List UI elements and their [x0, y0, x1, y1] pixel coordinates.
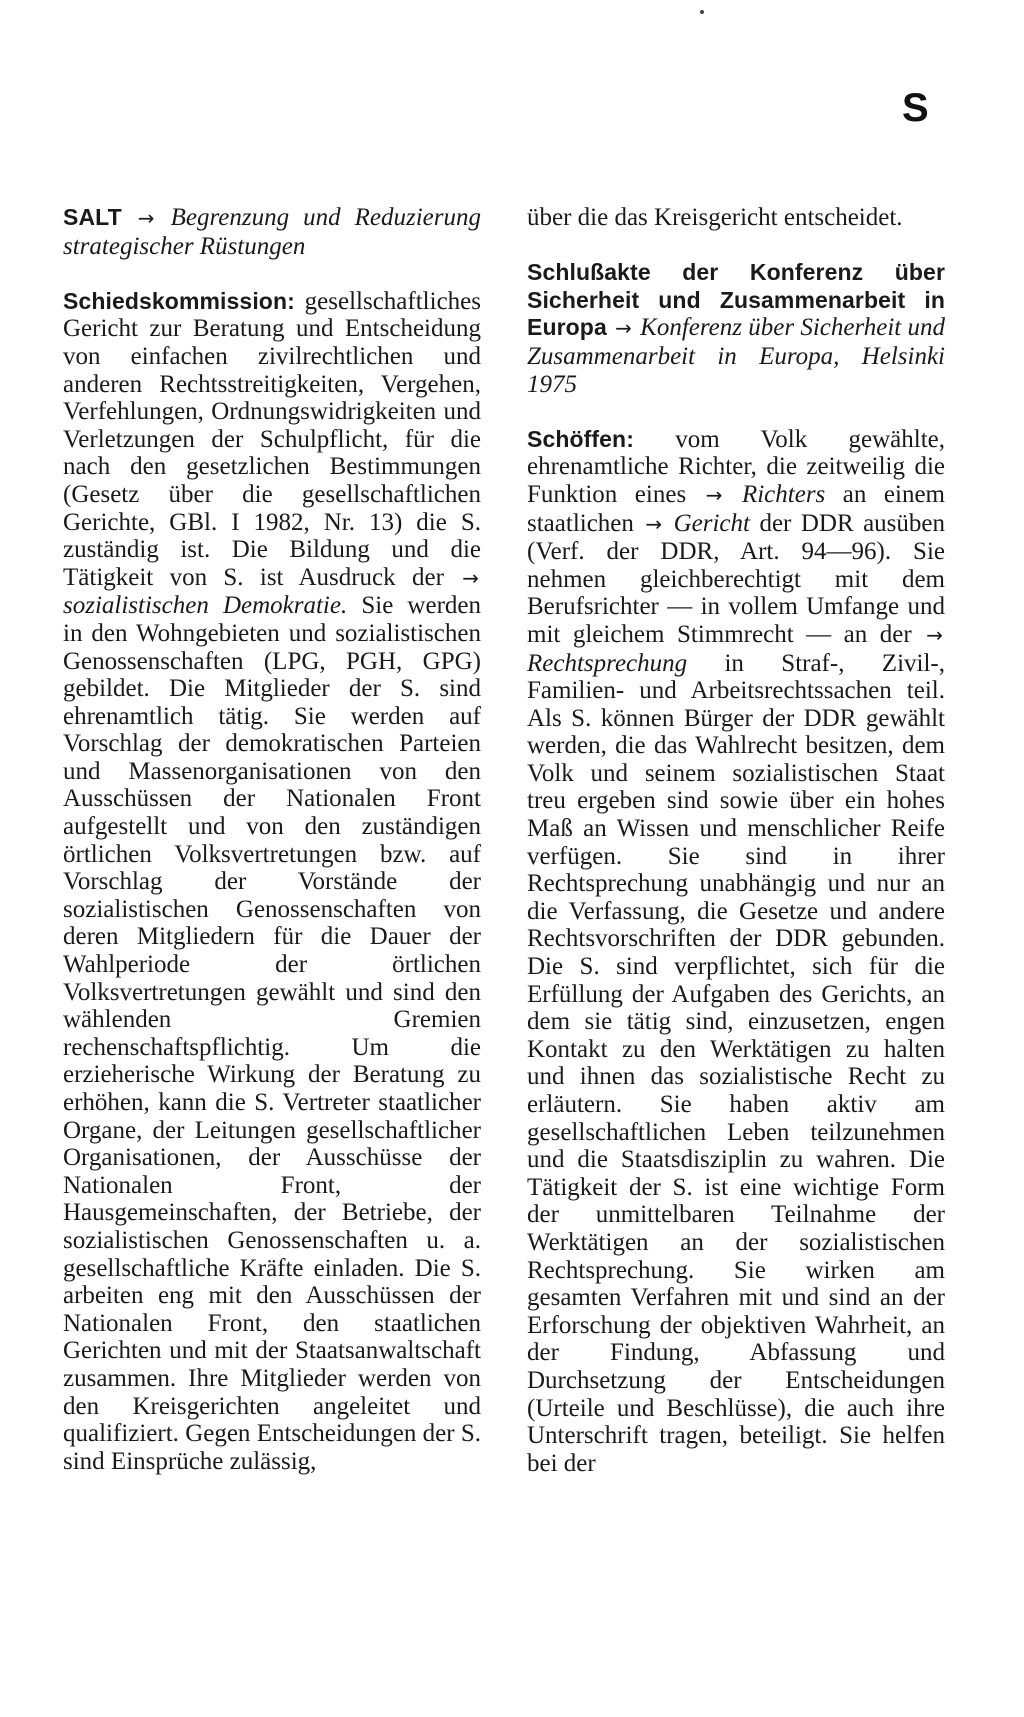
- term-salt: SALT: [63, 204, 122, 230]
- entry-schoeffen: [527, 426, 945, 1478]
- arrow-icon: →: [137, 206, 155, 230]
- cross-reference[interactable]: Konferenz über Sicherheit und Zusammenarbeit in Europa, Helsinki 1975: [527, 314, 945, 398]
- arrow-icon: →: [926, 622, 943, 647]
- arrow-icon: →: [645, 511, 663, 536]
- arrow-icon: →: [615, 316, 632, 341]
- cross-reference[interactable]: Rechtsprechung: [527, 649, 688, 677]
- definition-text: Sie werden in den Wohngebieten und sozialistischen Genossenschaften (LPG, PGH, GPG) gebildet. Die Mitglieder der S. sind ehrenamtlich tätig. Sie werden auf Vorschlag der demokratischen Parteien und Massenorganisationen von den Ausschüssen der Nationalen Front aufgestellt und von den zuständigen örtlichen Volksvertretungen bzw. auf Vorschlag der Vorstände der sozialistischen Genossenschaften von deren Mitgliedern für die Dauer der Wahlperiode der örtlichen Volksvertretungen gewählt und sind den wählenden Gremien rechenschaftspflichtig. Um die erzieherische Wirkung der Beratung zu erhöhen, kann die S. Vertreter staatlicher Organe, der Leitungen gesellschaftlicher Organisationen, der Ausschüsse der Nationalen Front, der Hausgemeinschaften, der Betriebe, der sozialistischen Genossenschaften u. a. gesellschaftliche Kräfte einladen. Die S. arbeiten eng mit den Ausschüssen der Nationalen Front, den staatlichen Gerichten und mit der Staatsanwaltschaft zusammen. Ihre Mitglieder werden von den Kreisgerichten angeleitet und qualifiziert. Gegen Entscheidungen der S. sind Einsprüche zulässig,: [63, 592, 481, 1475]
- term-schlussakte: Schlußakte der Konferenz über Sicherheit und Zusammenarbeit in Europa: [527, 259, 945, 341]
- arrow-icon: →: [462, 565, 479, 590]
- definition-text: über die das Kreisgericht entscheidet.: [527, 204, 903, 231]
- cross-reference[interactable]: sozialistischen Demokratie.: [63, 592, 348, 620]
- cross-reference[interactable]: Begrenzung und Reduzierung strategischer Rüstungen: [63, 204, 481, 260]
- entry-continuation: [527, 204, 945, 232]
- arrow-icon: →: [705, 482, 723, 507]
- term-schiedskommission: Schiedskommission:: [63, 287, 295, 314]
- entry-salt: [63, 204, 481, 260]
- term-schoeffen: Schöffen:: [527, 425, 634, 452]
- scan-speck: [700, 10, 704, 14]
- entry-schlussakte: [527, 259, 945, 398]
- definition-text: in Straf-, Zivil-, Familien- und Arbeitsrechtssachen teil. Als S. können Bürger der DDR gewählt werden, die das Wahlrecht besitzen, dem Volk und seinem sozialistischen Staat treu ergeben sind sowie über ein hohes Maß an Wissen und menschlicher Reife verfügen. Sie sind in ihrer Rechtsprechung unabhängig und nur an die Verfassung, die Gesetze und andere Rechtsvorschriften der DDR gebunden. Die S. sind verpflichtet, sich für die Erfüllung der Aufgaben des Gerichts, an dem sie tätig sind, einzusetzen, engen Kontakt zu den Werktätigen zu halten und ihnen das sozialistische Recht zu erläutern. Sie haben aktiv am gesellschaftlichen Leben teilzunehmen und die Staatsdisziplin zu wahren. Die Tätigkeit der S. ist eine wichtige Form der unmittelbaren Teilnahme der Werktätigen an der sozialistischen Rechtsprechung. Sie wirken am gesamten Verfahren mit und sind an der Erforschung der objektiven Wahrheit, an der Findung, Abfassung und Durchsetzung der Entscheidungen (Urteile und Beschlüsse), die auch ihre Unterschrift tragen, beteiligt. Sie helfen bei der: [527, 649, 945, 1477]
- entry-schiedskommission: [63, 288, 481, 1476]
- right-column: [527, 204, 945, 1477]
- definition-text: der DDR ausüben (Verf. der DDR, Art. 94—96). Sie nehmen gleichberechtigt mit dem Berufsrichter — in vollem Umfange und mit gleichem Stimmrecht — an der: [527, 509, 945, 648]
- section-letter: S: [902, 86, 929, 130]
- cross-reference[interactable]: Richters: [741, 480, 826, 508]
- left-column: [63, 204, 481, 1475]
- definition-text: gesellschaftliches Gericht zur Beratung und Entscheidung von einfachen zivilrechtlichen und anderen Rechtsstreitigkeiten, Vergehen, Verfehlungen, Ordnungswidrigkeiten und Verletzungen der Schulpflicht, für die nach den gesetzlichen Bestimmungen (Gesetz über die gesellschaftlichen Gerichte, GBl. I 1982, Nr. 13) die S. zuständig ist. Die Bildung und die Tätigkeit von S. ist Ausdruck der: [63, 287, 481, 591]
- definition-text: vom Volk gewählte, ehrenamtliche Richter, die zeitweilig die Funktion eines: [527, 425, 945, 508]
- definition-text: an einem staatlichen: [527, 480, 945, 537]
- cross-reference[interactable]: Gericht: [673, 509, 750, 537]
